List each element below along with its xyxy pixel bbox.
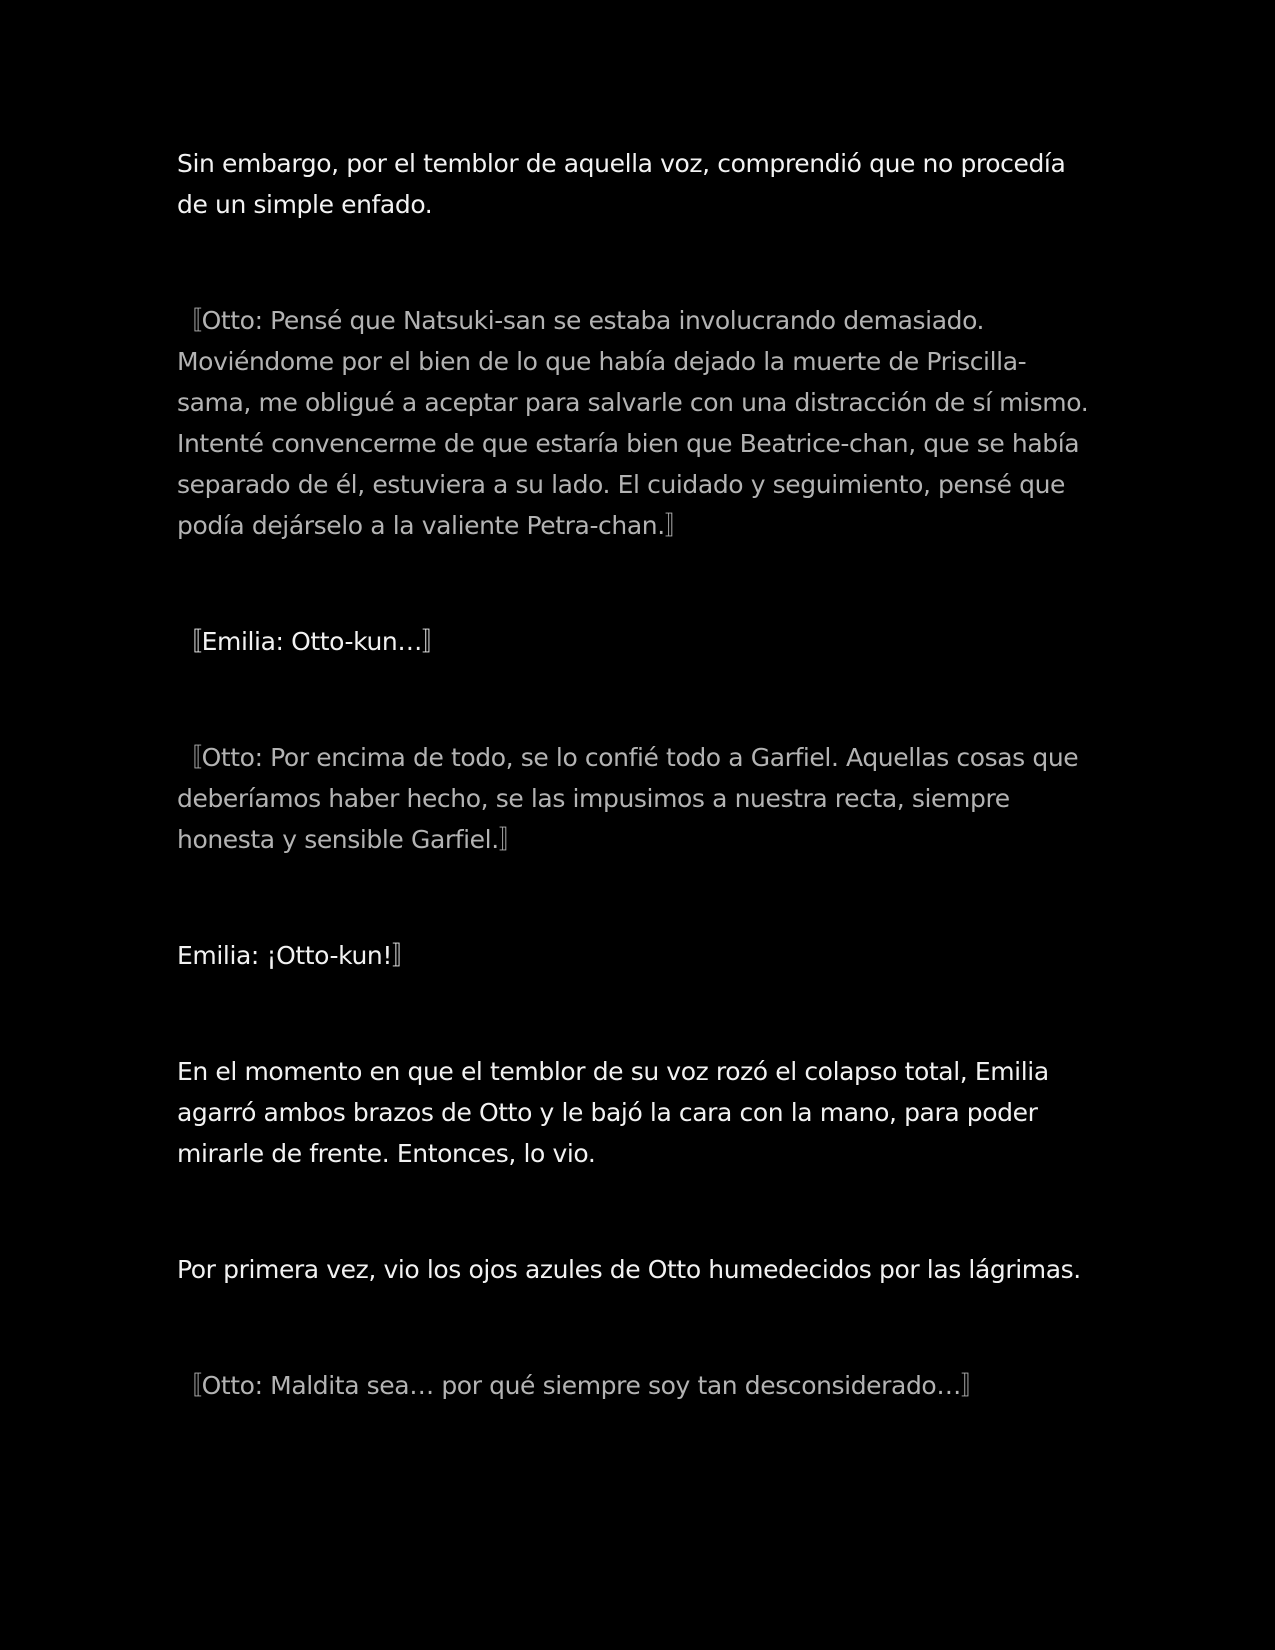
- narration-paragraph: Por primera vez, vio los ojos azules de Otto humedecidos por las lágrimas.: [177, 1255, 1081, 1284]
- emilia-dialogue: 〚Emilia: Otto-kun…〛: [177, 627, 447, 656]
- otto-dialogue: 〚Otto: Pensé que Natsuki-san se estaba involucrando demasiado. Moviéndome por el bien de lo que había dejado la muerte de Priscilla-sama, me obligué a aceptar para salvarle con una distracción de sí mismo. Intenté convencerme de que estaría bien que Beatrice-chan, que se había separado de él, estuviera a su lado. El cuidado y seguimiento, pensé que podía dejárselo a la valiente Petra-chan.〛: [177, 306, 1089, 540]
- document-page: [177, 143, 1097, 1406]
- narration-paragraph: Sin embargo, por el temblor de aquella voz, comprendió que no procedía de un simple enfado.: [177, 149, 1066, 219]
- narration-paragraph: En el momento en que el temblor de su voz rozó el colapso total, Emilia agarró ambos brazos de Otto y le bajó la cara con la mano, para poder mirarle de frente. Entonces, lo vio.: [177, 1057, 1049, 1168]
- otto-dialogue: 〚Otto: Por encima de todo, se lo confié todo a Garfiel. Aquellas cosas que deberíamos haber hecho, se las impusimos a nuestra recta, siempre honesta y sensible Garfiel.〛: [177, 743, 1079, 854]
- emilia-dialogue: Emilia: ¡Otto-kun!〛: [177, 941, 417, 970]
- otto-dialogue: 〚Otto: Maldita sea… por qué siempre soy tan desconsiderado…〛: [177, 1371, 986, 1400]
